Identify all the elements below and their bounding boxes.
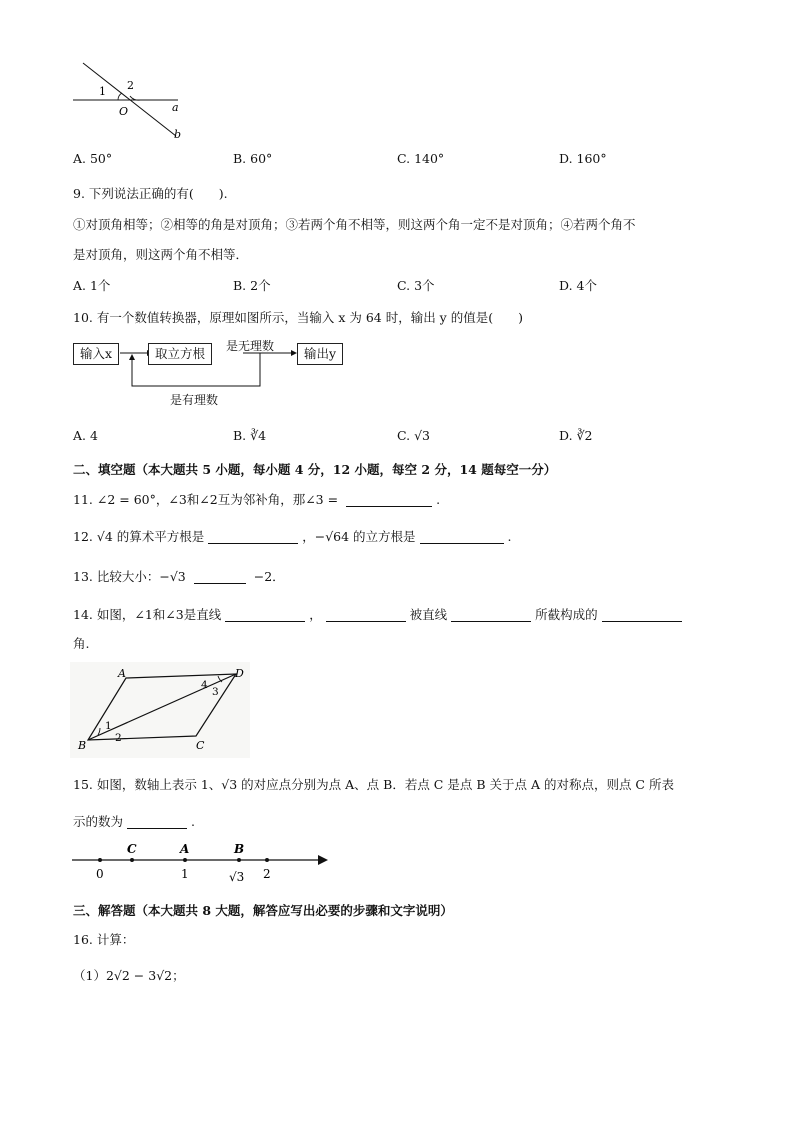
- q14-part-c: 被直线: [409, 607, 448, 622]
- q12-end: .: [507, 529, 512, 544]
- flow-input-box: 输入x: [73, 343, 119, 365]
- fig8-label-2: 2: [127, 79, 134, 92]
- axis-tick-1: 1: [181, 867, 189, 881]
- axis-label-c: C: [127, 842, 137, 856]
- q11-end: .: [436, 492, 441, 507]
- q9-option-c: C. 3个: [397, 278, 435, 293]
- flow-rational-label: 是有理数: [170, 393, 219, 407]
- q9-option-d: D. 4个: [559, 278, 597, 293]
- flow-cube-root-box: 取立方根: [148, 343, 212, 365]
- q9-option-b: B. 2个: [233, 278, 271, 293]
- q10-option-b: B. ∛4: [233, 428, 267, 443]
- flow-irrational-label: 是无理数: [226, 339, 275, 353]
- fig8-label-1: 1: [99, 85, 106, 98]
- fig14-label-b: B: [78, 739, 87, 752]
- q15-blank[interactable]: [127, 814, 187, 829]
- parallelogram-figure: [70, 662, 250, 758]
- axis-label-b: B: [234, 842, 245, 856]
- q11-blank[interactable]: [346, 492, 432, 507]
- axis-tick-2: 2: [263, 867, 271, 881]
- q12-part-b: ，−√64 的立方根是: [302, 529, 416, 544]
- fig14-angle-1: 1: [105, 720, 112, 732]
- number-line: [68, 838, 334, 888]
- section-2-heading: 二、填空题（本大题共 5 小题，每小题 4 分，12 小题，每空 2 分，14 题每空一分）: [73, 462, 557, 477]
- q16-part-1: （1）2√2 − 3√2；: [73, 968, 185, 983]
- q13-blank[interactable]: [194, 569, 246, 584]
- q9-line2: 是对顶角，则这两个角不相等．: [73, 247, 249, 262]
- fig14-angle-2: 2: [115, 732, 122, 744]
- q14-blank-2[interactable]: [326, 607, 406, 622]
- q8-option-d: D. 160°: [559, 151, 607, 166]
- fig14-angle-4: 4: [201, 679, 208, 691]
- q8-option-c: C. 140°: [397, 151, 445, 166]
- q13-part-a: 13. 比较大小：−√3: [73, 569, 186, 584]
- q12-blank-1[interactable]: [208, 529, 298, 544]
- q14-part-b: ，: [309, 607, 322, 622]
- fig8-label-o: O: [119, 105, 129, 118]
- q14-part-a: 14. 如图，∠1和∠3是直线: [73, 607, 222, 622]
- q15-part-a: 示的数为: [73, 814, 124, 829]
- q13-part-b: −2．: [253, 569, 285, 584]
- fig8-label-b: b: [174, 128, 182, 141]
- q9-option-a: A. 1个: [73, 278, 111, 293]
- angle-figure: [68, 58, 198, 144]
- fig8-label-a: a: [172, 101, 179, 114]
- q12-blank-2[interactable]: [420, 529, 504, 544]
- fig14-label-a: A: [118, 667, 126, 680]
- fig14-label-d: D: [235, 667, 244, 680]
- q14-blank-1[interactable]: [225, 607, 305, 622]
- axis-tick-sqrt3: √3: [229, 870, 245, 884]
- q9-stem: 9. 下列说法正确的有( ).: [73, 186, 228, 201]
- q10-option-d: D. ∛2: [559, 428, 593, 443]
- q14-blank-3[interactable]: [451, 607, 531, 622]
- q10-option-c: C. √3: [397, 428, 430, 443]
- q12-line: [73, 527, 512, 545]
- q11-text: 11. ∠2 = 60°，∠3和∠2互为邻补角，那∠3 =: [73, 492, 339, 507]
- q15-line1: 15. 如图，数轴上表示 1、√3 的对应点分别为点 A、点 B．若点 C 是点 B 关于点 A 的对称点，则点 C 所表: [73, 777, 674, 792]
- flow-output-box: 输出y: [297, 343, 343, 365]
- q15-end: .: [190, 814, 195, 829]
- fig14-label-c: C: [196, 739, 205, 752]
- q14-line: [73, 605, 682, 623]
- q15-line2: [73, 812, 195, 830]
- q8-option-a: A. 50°: [73, 151, 113, 166]
- q14-blank-4[interactable]: [602, 607, 682, 622]
- q13-line: [73, 567, 285, 585]
- section-3-heading: 三、解答题（本大题共 8 大题，解答应写出必要的步骤和文字说明）: [73, 903, 453, 918]
- q10-stem: 10. 有一个数值转换器，原理如图所示，当输入 x 为 64 时，输出 y 的值是( ): [73, 310, 523, 325]
- q16-stem: 16. 计算：: [73, 932, 135, 947]
- q9-line1: ①对顶角相等；②相等的角是对顶角；③若两个角不相等，则这两个角一定不是对顶角；④若两个角不: [73, 217, 636, 232]
- q11-line: [73, 490, 440, 508]
- axis-tick-0: 0: [96, 867, 104, 881]
- q10-option-a: A. 4: [73, 428, 98, 443]
- q14-part-d: 所截构成的: [535, 607, 598, 622]
- q14-line2: 角.: [73, 636, 90, 651]
- fig14-angle-3: 3: [212, 686, 219, 698]
- q12-part-a: 12. √4 的算术平方根是: [73, 529, 205, 544]
- axis-label-a: A: [180, 842, 190, 856]
- q8-option-b: B. 60°: [233, 151, 273, 166]
